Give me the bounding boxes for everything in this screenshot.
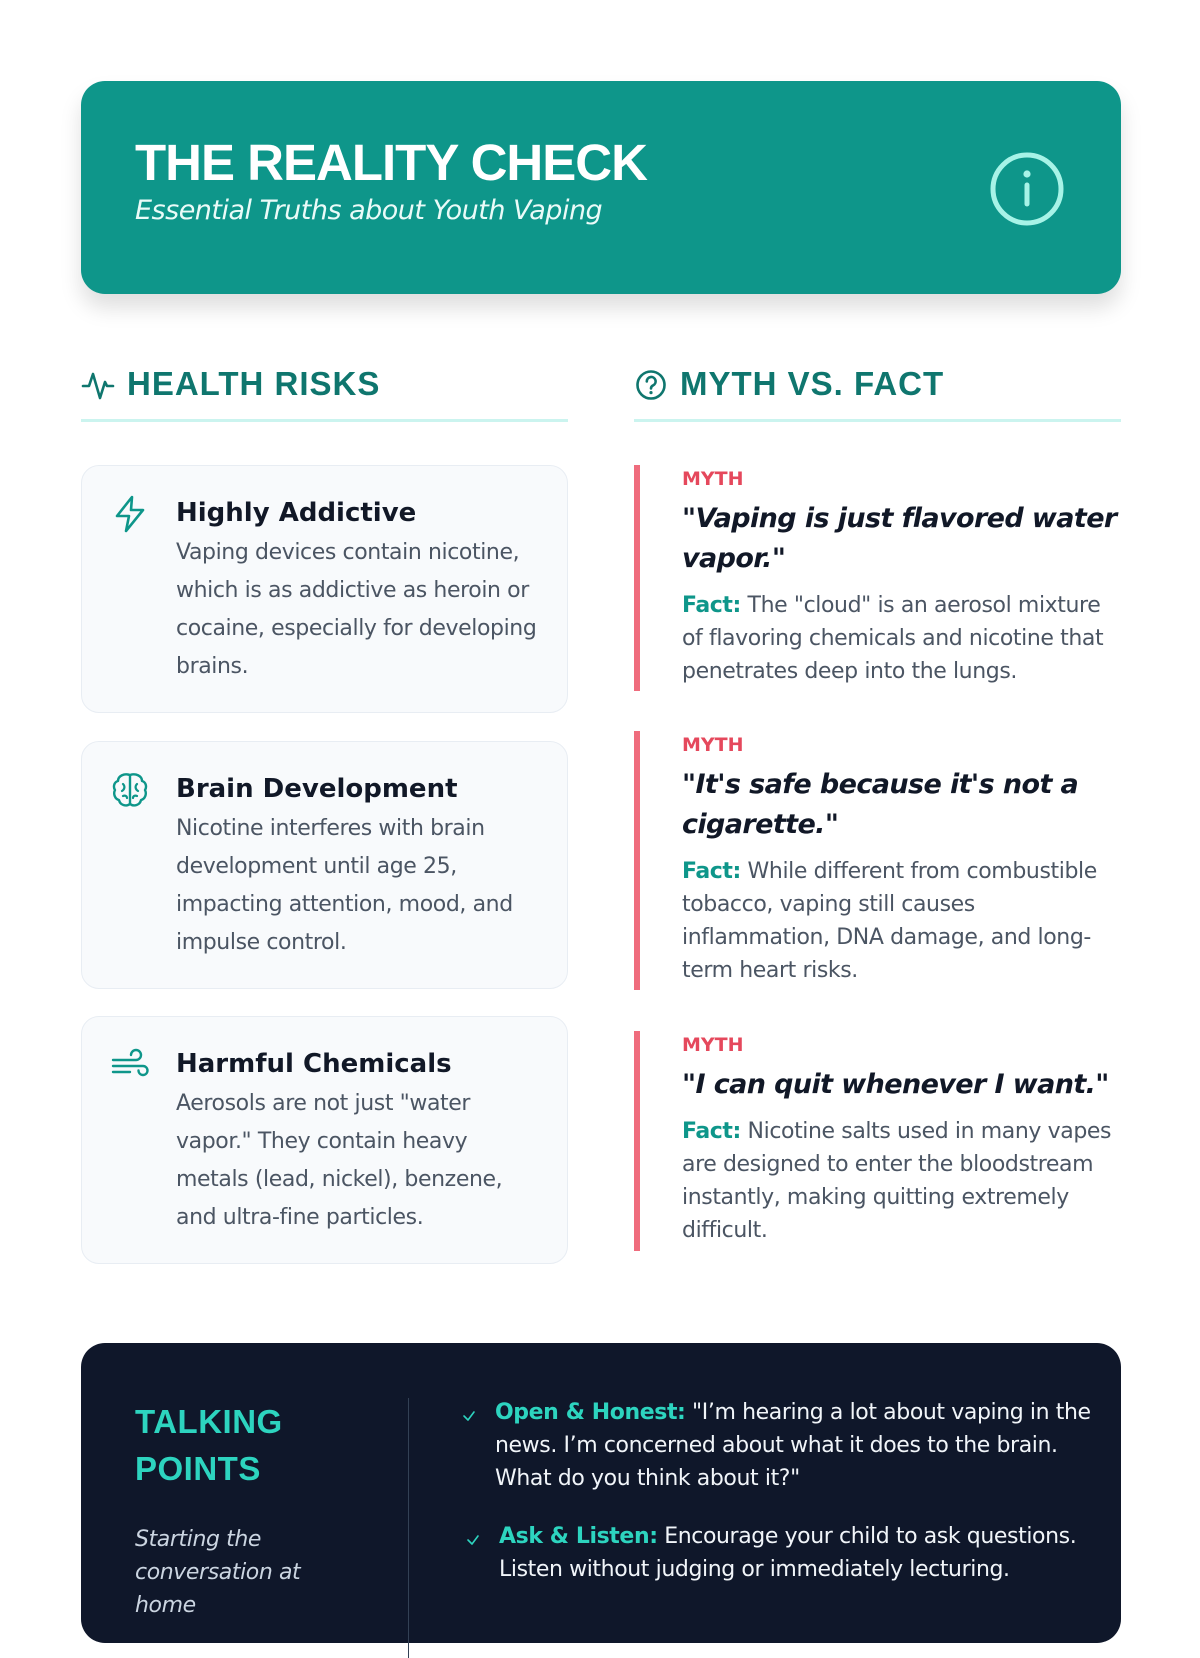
risk-title: Brain Development (176, 774, 458, 804)
page-title: THE REALITY CHECK (135, 134, 647, 191)
risk-card-chemicals (81, 1016, 568, 1264)
talking-point-label: Open & Honest: (495, 1400, 686, 1425)
health-risks-title: HEALTH RISKS (127, 365, 381, 402)
brain-icon (110, 770, 150, 810)
lightning-icon (110, 494, 150, 534)
talking-points-subtitle: Starting the conversation at home (135, 1527, 301, 1618)
myth-item (634, 465, 1121, 691)
talking-points-panel (81, 1343, 1121, 1643)
myth-tag: MYTH (682, 468, 744, 490)
fact-label: Fact: (682, 859, 741, 884)
risk-card-brain (81, 741, 568, 989)
question-circle-icon (634, 368, 668, 402)
talking-point (462, 1396, 1102, 1495)
risk-body: Aerosols are not just "water vapor." They contain heavy metals (lead, nickel), benzene, and ultra-fine particles. (176, 1091, 503, 1230)
myth-vs-fact-title: MYTH VS. FACT (680, 365, 945, 402)
myth-tag: MYTH (682, 734, 744, 756)
risk-body: Nicotine interferes with brain development until age 25, impacting attention, mood, and impulse control. (176, 816, 513, 955)
talking-point-body: Encourage your child to ask questions. Listen without judging or immediately lecturing. (499, 1524, 1077, 1582)
myth-quote: "Vaping is just flavored water vapor." (682, 503, 1117, 574)
talking-point-label: Ask & Listen: (499, 1524, 658, 1549)
myth-item (634, 1031, 1121, 1251)
check-icon (466, 1533, 480, 1547)
talking-point (466, 1520, 1106, 1586)
page-subtitle: Essential Truths about Youth Vaping (135, 195, 603, 226)
talking-point-body: "I’m hearing a lot about vaping in the news. I’m concerned about what it does to the brain. What do you think about it?" (495, 1400, 1091, 1491)
talking-point-text (499, 1520, 1106, 1586)
info-icon[interactable] (989, 151, 1065, 227)
fact-text: The "cloud" is an aerosol mixture of flavoring chemicals and nicotine that penetrates deep into the lungs. (682, 593, 1104, 684)
talking-point-text (495, 1396, 1102, 1495)
risk-title: Harmful Chemicals (176, 1049, 452, 1079)
risk-card-addictive (81, 465, 568, 713)
risk-body: Vaping devices contain nicotine, which is as addictive as heroin or cocaine, especially for developing brains. (176, 540, 537, 679)
header-banner (81, 81, 1121, 294)
health-risks-heading (81, 362, 568, 422)
myth-fact (682, 855, 1121, 987)
wind-icon (110, 1045, 150, 1085)
fact-label: Fact: (682, 593, 741, 618)
risk-title: Highly Addictive (176, 498, 417, 528)
divider (408, 1398, 409, 1658)
myth-vs-fact-heading (634, 362, 1121, 422)
myth-tag: MYTH (682, 1034, 744, 1056)
fact-label: Fact: (682, 1119, 741, 1144)
myth-fact (682, 589, 1121, 688)
pulse-icon (81, 368, 115, 402)
check-icon (462, 1409, 476, 1423)
myth-fact (682, 1115, 1121, 1247)
myth-quote: "I can quit whenever I want." (682, 1069, 1109, 1100)
fact-text: Nicotine salts used in many vapes are designed to enter the bloodstream instantly, making quitting extremely difficult. (682, 1119, 1112, 1243)
fact-text: While different from combustible tobacco, vaping still causes inflammation, DNA damage, and long-term heart risks. (682, 859, 1097, 983)
myth-quote: "It's safe because it's not a cigarette." (682, 769, 1079, 840)
talking-points-title: TALKING POINTS (135, 1403, 283, 1487)
myth-item (634, 731, 1121, 990)
